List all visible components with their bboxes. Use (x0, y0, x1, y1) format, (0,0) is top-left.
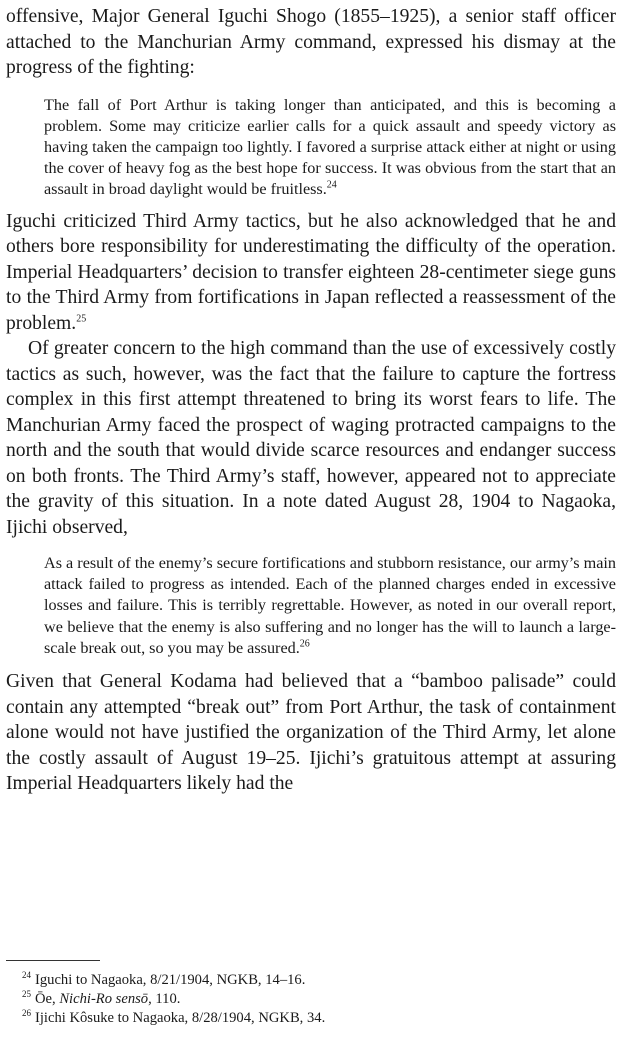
footnote-item: $^{26}$ Ijichi Kôsuke to Nagaoka, 8/28/1904, NGKB, 34. (22, 1007, 326, 1026)
footnote-item: $^{24}$ Iguchi to Nagaoka, 8/21/1904, NGKB, 14–16. (22, 970, 306, 988)
footnotes (6, 960, 616, 1027)
footnote-number: 24 (22, 970, 31, 981)
footnote-number: 25 (22, 988, 31, 999)
paragraph: Of greater concern to the high command than the use of excessively costly tactics as such, however, was the fact that the failure to capture the fortress complex in this first attempt threatened to bring its worst fears to life. The Manchurian Army faced the prospect of waging protracted campaigns to the north and the south that would divide scarce resources and endanger success on both fronts. The Third Army’s staff, however, appeared not to appreciate the gravity of this situation. In a note dated August 28, 1904 to Nagaoka, Ijichi observed, (6, 338, 616, 538)
paragraph: Iguchi criticized Third Army tactics, but he also acknowledged that he and others bore responsibility for underestimating the difficulty of the operation. Imperial Headquarters’ decision to transfer eighteen 28-centimeter siege guns to the Third Army from fortifications in Japan reflected a reassessment of the problem.$^{25}$ (6, 210, 616, 334)
footnote-ref[interactable]: 26 (299, 638, 310, 650)
block-quote: The fall of Port Arthur is taking longer than anticipated, and this is becoming a problem. Some may criticize earlier calls for a quick assault and speedy victory as having taken the campaign too lightly. I favored a surprise attack either at night or using the cover of heavy fog as the best hope for success. It was obvious from the start that an assault in broad daylight would be fruitless.$^{24}$ (44, 95, 616, 199)
footnote-item: $^{25}$ Ōe, Nichi-Ro sensō, 110. (22, 988, 181, 1007)
footnote-ref[interactable]: 25 (76, 312, 87, 324)
footnote-title: Nichi-Ro sensō (59, 990, 149, 1007)
footnote-divider (6, 960, 100, 961)
footnote-number: 26 (22, 1007, 31, 1018)
paragraph: offensive, Major General Iguchi Shogo (1855–1925), a senior staff officer attached to the Manchurian Army command, expressed his dismay at the progress of the fighting: (6, 6, 616, 78)
footnote-ref[interactable]: 24 (326, 179, 337, 191)
page-body (6, 4, 616, 797)
paragraph: Given that General Kodama had believed that a “bamboo palisade” could contain any attempted “break out” from Port Arthur, the task of containment alone would not have justified the organization of the Third Army, let alone the costly assault of August 19–25. Ijichi’s gratuitous attempt at assuring Imperial Headquarters likely had the (6, 671, 616, 795)
block-quote: As a result of the enemy’s secure fortifications and stubborn resistance, our army’s main attack failed to progress as intended. Each of the planned charges ended in excessive losses and failure. This is terribly regrettable. However, as noted in our overall report, we believe that the enemy is also suffering and no longer has the will to launch a large-scale break out, so you may be assured.$^{26}$ (44, 554, 616, 657)
